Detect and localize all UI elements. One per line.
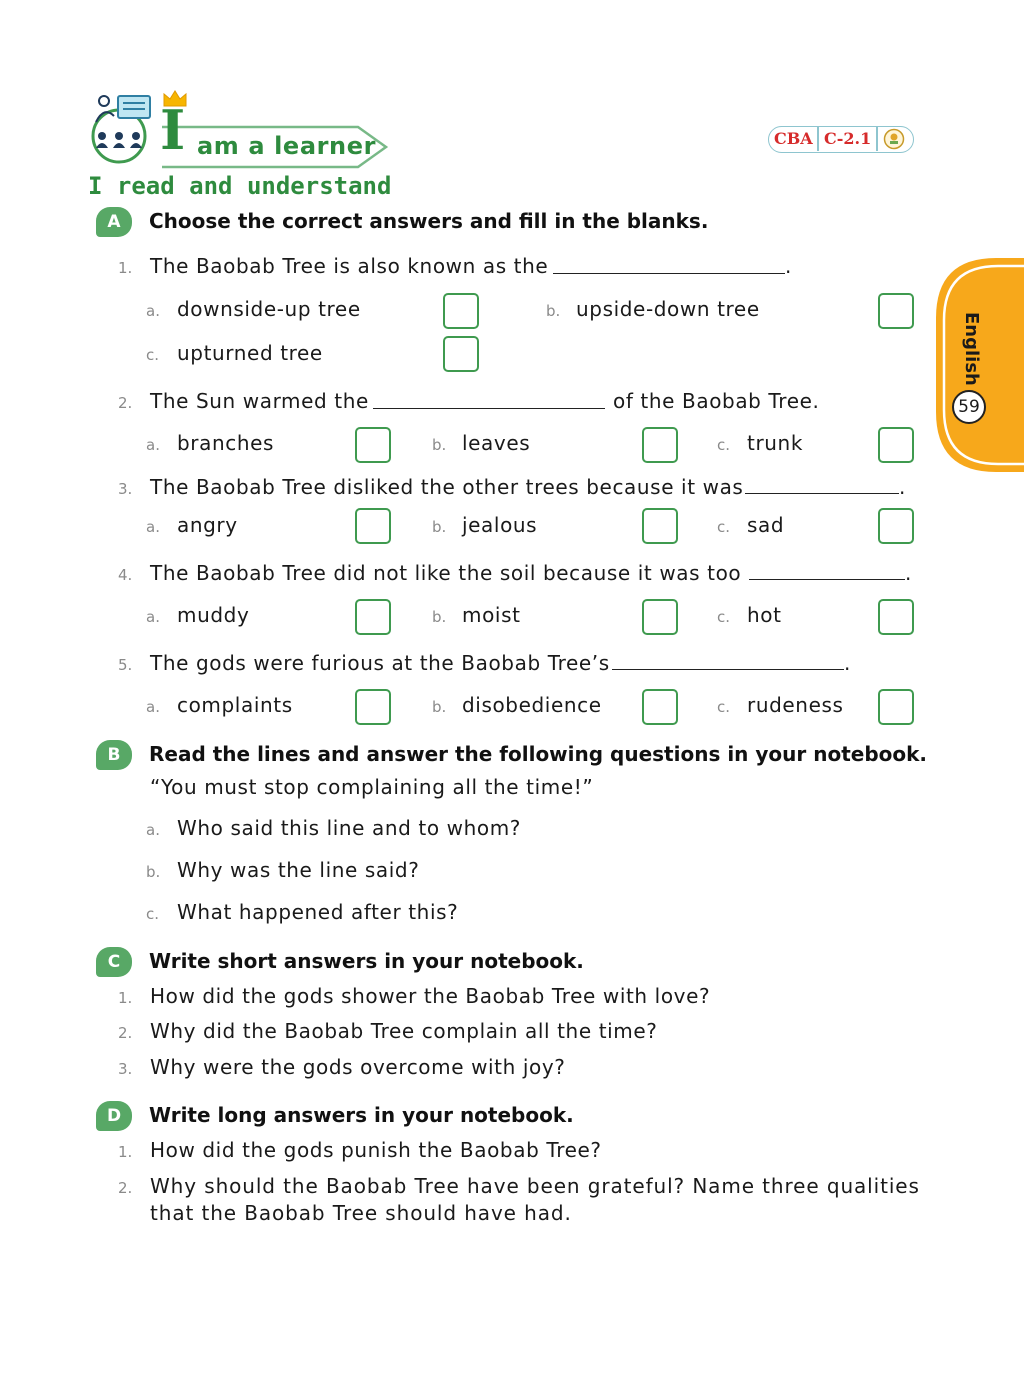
- question-text: How did the gods shower the Baobab Tree with love?: [150, 984, 711, 1008]
- question-number: 3.: [118, 480, 133, 498]
- page-number: 59: [952, 390, 986, 424]
- quote-line: “You must stop complaining all the time!”: [150, 775, 594, 799]
- item-text: Why was the line said?: [177, 858, 420, 882]
- question-number: 5.: [118, 656, 133, 674]
- option-checkbox[interactable]: [443, 336, 479, 372]
- option-text: angry: [177, 513, 238, 537]
- option-text: muddy: [177, 603, 250, 627]
- option-checkbox[interactable]: [355, 508, 391, 544]
- option-letter: a.: [146, 518, 160, 536]
- answer-blank[interactable]: [373, 408, 605, 409]
- option-letter: c.: [717, 436, 731, 454]
- option-text: trunk: [747, 431, 803, 455]
- question-number: 4.: [118, 566, 133, 584]
- option-text: upside-down tree: [576, 297, 760, 321]
- option-text: jealous: [462, 513, 538, 537]
- section-d-title: Write long answers in your notebook.: [149, 1103, 574, 1127]
- section-subtitle: I read and understand: [88, 172, 392, 200]
- question-text: The gods were furious at the Baobab Tree’s: [150, 651, 610, 675]
- item-text: What happened after this?: [177, 900, 459, 924]
- option-letter: b.: [546, 302, 561, 320]
- option-checkbox[interactable]: [878, 427, 914, 463]
- section-badge-c: C: [96, 947, 132, 977]
- question-number: 1.: [118, 989, 133, 1007]
- section-a-title: Choose the correct answers and fill in the blanks.: [149, 209, 709, 233]
- option-checkbox[interactable]: [355, 599, 391, 635]
- cba-divider: [876, 127, 878, 151]
- option-letter: b.: [432, 698, 447, 716]
- question-text-after: of the Baobab Tree.: [613, 389, 820, 413]
- question-text: Why were the gods overcome with joy?: [150, 1055, 566, 1079]
- question-end: .: [905, 561, 912, 585]
- question-end: .: [899, 475, 906, 499]
- cba-divider: [817, 127, 819, 151]
- option-letter: c.: [717, 608, 731, 626]
- cba-code: C-2.1: [824, 129, 872, 148]
- question-text: The Baobab Tree disliked the other trees because it was: [150, 475, 744, 499]
- learner-icon: [88, 92, 158, 164]
- cba-pill: [768, 126, 914, 153]
- question-text: The Baobab Tree did not like the soil because it was too: [150, 561, 742, 585]
- option-text: moist: [462, 603, 521, 627]
- option-text: branches: [177, 431, 275, 455]
- section-c-title: Write short answers in your notebook.: [149, 949, 584, 973]
- option-letter: a.: [146, 302, 160, 320]
- item-letter: b.: [146, 863, 161, 881]
- question-text: The Sun warmed the: [150, 389, 369, 413]
- option-checkbox[interactable]: [878, 293, 914, 329]
- question-number: 1.: [118, 259, 133, 277]
- item-text: Who said this line and to whom?: [177, 816, 522, 840]
- question-number: 2.: [118, 1179, 133, 1197]
- item-letter: a.: [146, 821, 160, 839]
- section-b-title: Read the lines and answer the following questions in your notebook.: [149, 742, 928, 766]
- option-letter: c.: [146, 346, 160, 364]
- option-checkbox[interactable]: [642, 508, 678, 544]
- answer-blank[interactable]: [745, 493, 899, 494]
- question-text-line2: that the Baobab Tree should have had.: [150, 1201, 572, 1225]
- option-checkbox[interactable]: [642, 599, 678, 635]
- option-checkbox[interactable]: [878, 508, 914, 544]
- option-checkbox[interactable]: [355, 427, 391, 463]
- option-text: sad: [747, 513, 785, 537]
- question-number: 3.: [118, 1060, 133, 1078]
- question-number: 1.: [118, 1143, 133, 1161]
- option-checkbox[interactable]: [642, 689, 678, 725]
- question-number: 2.: [118, 1024, 133, 1042]
- option-text: rudeness: [747, 693, 844, 717]
- option-text: disobedience: [462, 693, 602, 717]
- section-badge-d: D: [96, 1101, 132, 1131]
- option-text: leaves: [462, 431, 531, 455]
- option-letter: b.: [432, 436, 447, 454]
- option-checkbox[interactable]: [355, 689, 391, 725]
- banner-big-letter: I: [160, 98, 186, 162]
- option-letter: a.: [146, 436, 160, 454]
- question-end: .: [785, 254, 792, 278]
- option-text: downside-up tree: [177, 297, 361, 321]
- banner-title: am a learner: [197, 132, 377, 160]
- answer-blank[interactable]: [553, 273, 785, 274]
- subject-label: English: [961, 312, 982, 386]
- option-letter: c.: [717, 518, 731, 536]
- section-badge-b: B: [96, 740, 132, 770]
- option-letter: c.: [717, 698, 731, 716]
- option-text: complaints: [177, 693, 293, 717]
- question-text: Why did the Baobab Tree complain all the time?: [150, 1019, 658, 1043]
- question-text: How did the gods punish the Baobab Tree?: [150, 1138, 602, 1162]
- question-text: The Baobab Tree is also known as the: [150, 254, 549, 278]
- emblem-icon: [883, 128, 905, 154]
- option-text: upturned tree: [177, 341, 323, 365]
- answer-blank[interactable]: [749, 579, 905, 580]
- option-checkbox[interactable]: [443, 293, 479, 329]
- option-text: hot: [747, 603, 782, 627]
- option-letter: b.: [432, 608, 447, 626]
- option-checkbox[interactable]: [878, 599, 914, 635]
- cba-label: CBA: [774, 129, 813, 148]
- item-letter: c.: [146, 905, 160, 923]
- option-letter: a.: [146, 608, 160, 626]
- option-checkbox[interactable]: [878, 689, 914, 725]
- question-end: .: [844, 651, 851, 675]
- option-letter: a.: [146, 698, 160, 716]
- section-badge-a: A: [96, 207, 132, 237]
- answer-blank[interactable]: [612, 669, 844, 670]
- option-letter: b.: [432, 518, 447, 536]
- option-checkbox[interactable]: [642, 427, 678, 463]
- question-number: 2.: [118, 394, 133, 412]
- question-text: Why should the Baobab Tree have been grateful? Name three qualities: [150, 1174, 920, 1198]
